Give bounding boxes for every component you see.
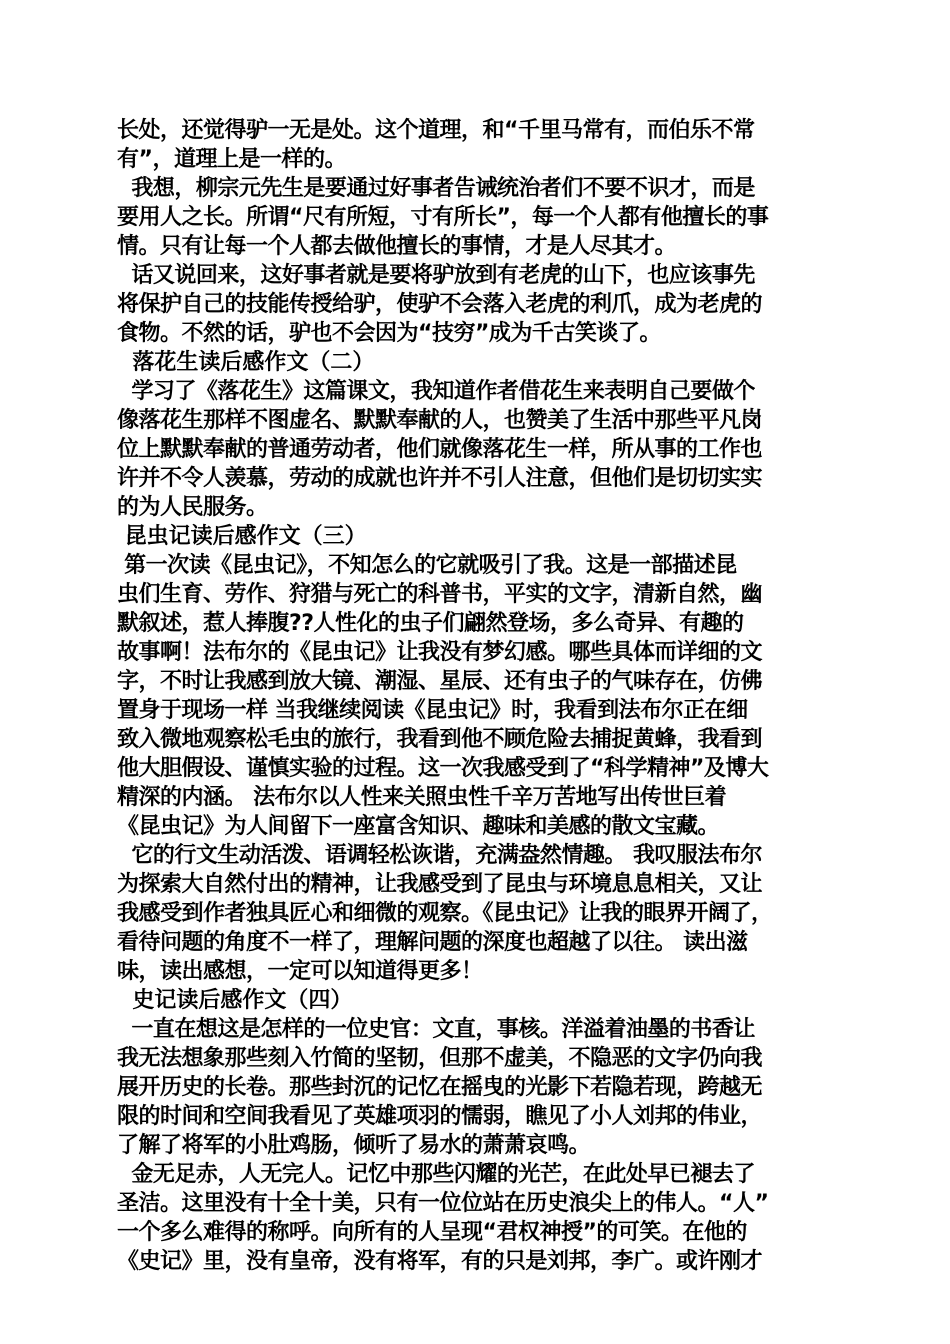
text-line: 位上默默奉献的普通劳动者，他们就像落花生一样，所从事的工作也 (117, 437, 763, 462)
text-line: 许并不令人羡慕，劳动的成就也许并不引人注意，但他们是切切实实 (117, 466, 763, 491)
text-line: 看待问题的角度不一样了，理解问题的深度也超越了以往。 读出滋 (117, 930, 748, 955)
text-line: 精深的内涵。 法布尔以人性来关照虫性千辛万苦地写出传世巨着 (117, 785, 727, 810)
text-line: 字，不时让我感到放大镜、潮湿、星辰、还有虫子的气味存在，仿佛 (117, 669, 763, 694)
document-body (117, 116, 847, 1276)
text-line: 像落花生那样不图虚名、默默奉献的人，也赞美了生活中那些平凡岗 (117, 408, 763, 433)
text-line: 我无法想象那些刻入竹简的坚韧，但那不虚美，不隐恶的文字仍向我 (117, 1046, 763, 1071)
text-line: 它的行文生动活泼、语调轻松诙谐，充满盎然情趣。 我叹服法布尔 (117, 843, 762, 868)
text-line: 了解了将军的小肚鸡肠，倾听了易水的萧萧哀鸣。 (117, 1133, 591, 1158)
text-line: 第一次读《昆虫记》，不知怎么的它就吸引了我。这是一部描述昆 (117, 553, 737, 578)
section-heading: 史记读后感作文（四） (117, 988, 353, 1013)
text-line: 虫们生育、劳作、狩猎与死亡的科普书，平实的文字，清新自然，幽 (117, 582, 763, 607)
section-heading: 昆虫记读后感作文（三） (117, 524, 367, 549)
text-line: 展开历史的长卷。那些封沉的记忆在摇曳的光影下若隐若现，跨越无 (117, 1075, 763, 1100)
text-line: 《昆虫记》为人间留下一座富含知识、趣味和美感的散文宝藏。 (117, 814, 720, 839)
text-line: 我感受到作者独具匠心和细微的观察。《昆虫记》让我的眼界开阔了， (117, 901, 773, 926)
text-line: 为探索大自然付出的精神，让我感受到了昆虫与环境息息相关，又让 (117, 872, 763, 897)
text-line: 将保护自己的技能传授给驴，使驴不会落入老虎的利爪，成为老虎的 (117, 292, 763, 317)
text-line: 情。只有让每一个人都去做他擅长的事情，才是人尽其才。 (117, 234, 677, 259)
text-line: 有”，道理上是一样的。 (117, 147, 346, 172)
text-line: 他大胆假设、谨慎实验的过程。这一次我感受到了“科学精神”及博大 (117, 756, 769, 781)
text-line: 圣洁。这里没有十全十美，只有一位位站在历史浪尖上的伟人。“人” (117, 1191, 769, 1216)
text-line: 限的时间和空间我看见了英雄项羽的懦弱，瞧见了小人刘邦的伟业， (117, 1104, 763, 1129)
text-line: 默叙述，惹人捧腹??人性化的虫子们翩然登场，多么奇异、有趣的 (117, 611, 744, 636)
text-line: 话又说回来，这好事者就是要将驴放到有老虎的山下，也应该事先 (117, 263, 755, 288)
text-line: 《史记》里，没有皇帝，没有将军，有的只是刘邦，李广。或许刚才 (117, 1249, 763, 1274)
text-line: 我想，柳宗元先生是要通过好事者告诫统治者们不要不识才，而是 (117, 176, 755, 201)
text-line: 一直在想这是怎样的一位史官：文直，事核。洋溢着油墨的书香让 (117, 1017, 755, 1042)
text-line: 故事啊！法布尔的《昆虫记》让我没有梦幻感。哪些具体而详细的文 (117, 640, 763, 665)
text-line: 学习了《落花生》这篇课文，我知道作者借花生来表明自己要做个 (117, 379, 755, 404)
text-line: 的为人民服务。 (117, 495, 268, 520)
text-line: 置身于现场一样 当我继续阅读《昆虫记》时，我看到法布尔正在细 (117, 698, 748, 723)
text-line: 要用人之长。所谓“尺有所短，寸有所长”，每一个人都有他擅长的事 (117, 205, 769, 230)
text-line: 长处，还觉得驴一无是处。这个道理，和“千里马常有，而伯乐不常 (117, 118, 755, 143)
text-line: 金无足赤，人无完人。记忆中那些闪耀的光芒，在此处早已褪去了 (117, 1162, 755, 1187)
text-line: 一个多么难得的称呼。向所有的人呈现“君权神授”的可笑。在他的 (117, 1220, 747, 1245)
text-line: 味，读出感想，一定可以知道得更多！ (117, 959, 483, 984)
section-heading: 落花生读后感作文（二） (117, 350, 375, 375)
text-line: 食物。不然的话，驴也不会因为“技穷”成为千古笑谈了。 (117, 321, 661, 346)
text-line: 致入微地观察松毛虫的旅行，我看到他不顾危险去捕捉黄蜂，我看到 (117, 727, 763, 752)
